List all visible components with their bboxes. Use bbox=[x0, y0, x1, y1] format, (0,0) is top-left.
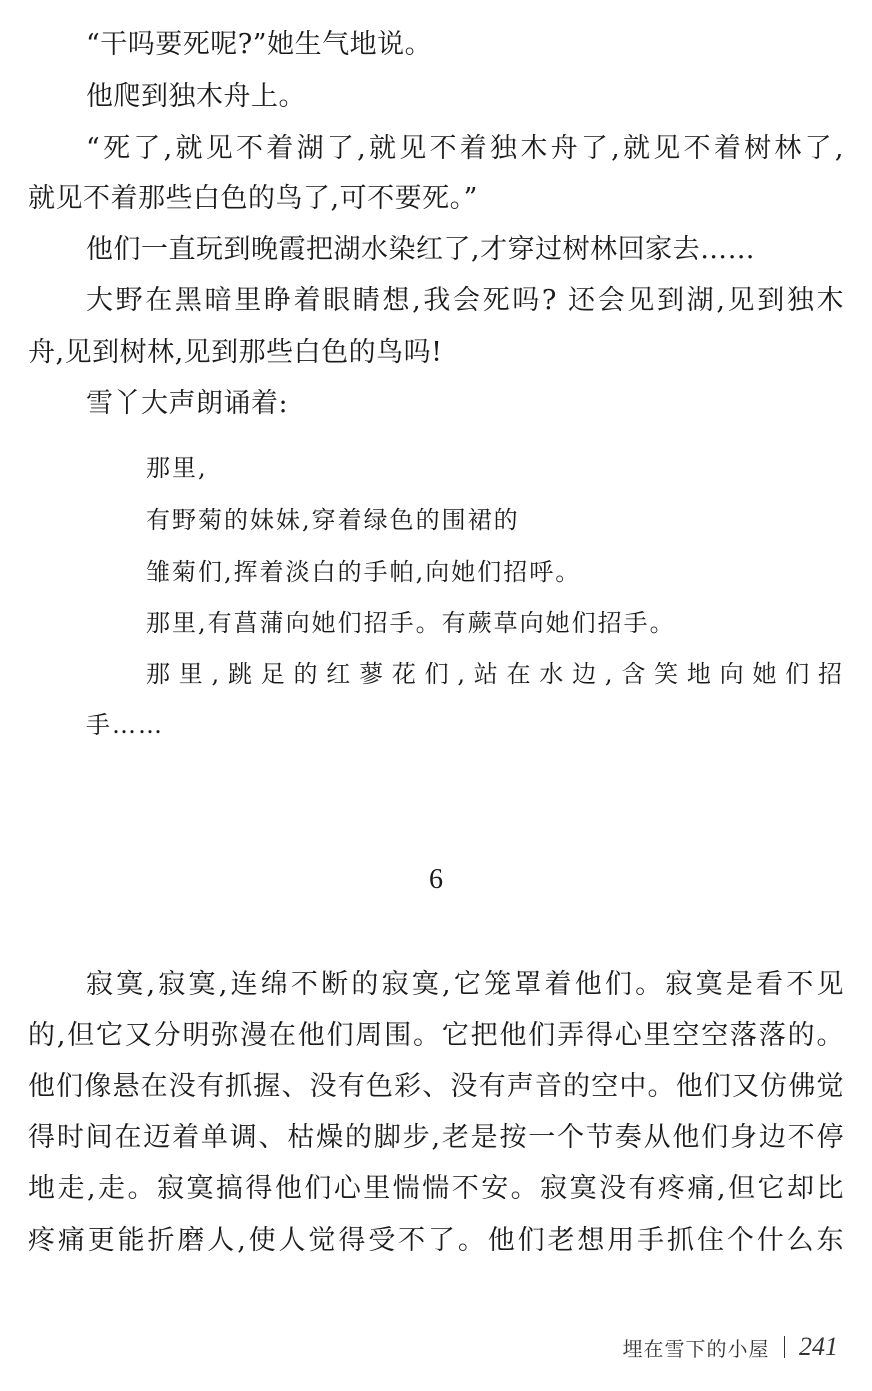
book-title: 埋在雪下的小屋 bbox=[622, 1336, 770, 1361]
text-line: 寂寞,寂寞,连绵不断的寂寞,它笼罩着他们。寂寞是看不见 bbox=[86, 969, 844, 1000]
page-footer bbox=[623, 1332, 839, 1362]
text-line: 地走,走。寂寞搞得他们心里惴惴不安。寂寞没有疼痛,但它却比 bbox=[28, 1173, 844, 1204]
text-line: 他爬到独木舟上。 bbox=[86, 81, 306, 112]
text-line: 的,但它又分明弥漫在他们周围。它把他们弄得心里空空落落的。 bbox=[28, 1020, 844, 1051]
text-line: 大野在黑暗里睁着眼睛想,我会死吗? 还会见到湖,见到独木 bbox=[86, 285, 844, 316]
footer-divider bbox=[784, 1336, 786, 1358]
section-number: 6 bbox=[429, 864, 443, 895]
text-line: “干吗要死呢?”她生气地说。 bbox=[86, 29, 433, 60]
text-line: 疼痛更能折磨人,使人觉得受不了。他们老想用手抓住个什么东 bbox=[28, 1225, 844, 1256]
text-line: 雪丫大声朗诵着: bbox=[86, 388, 289, 419]
page-number: 241 bbox=[799, 1332, 838, 1361]
text-line: 就见不着那些白色的鸟了,可不要死。” bbox=[28, 183, 478, 214]
text-line: “死了,就见不着湖了,就见不着独木舟了,就见不着树林了, bbox=[86, 133, 844, 164]
poem-line: 有野菊的妹妹,穿着绿色的围裙的 bbox=[146, 506, 520, 534]
text-line: 他们一直玩到晚霞把湖水染红了,才穿过树林回家去…… bbox=[86, 234, 756, 265]
text-line: 舟,见到树林,见到那些白色的鸟吗! bbox=[28, 337, 443, 368]
poem-line: 雏菊们,挥着淡白的手帕,向她们招呼。 bbox=[146, 558, 582, 586]
poem-line: 手…… bbox=[86, 711, 164, 739]
poem-line: 那里,有菖蒲向她们招手。有蕨草向她们招手。 bbox=[146, 609, 676, 637]
poem-line: 那里, bbox=[146, 454, 208, 482]
text-line: 得时间在迈着单调、枯燥的脚步,老是按一个节奏从他们身边不停 bbox=[28, 1122, 844, 1153]
text-line: 他们像悬在没有抓握、没有色彩、没有声音的空中。他们又仿佛觉 bbox=[28, 1071, 844, 1102]
poem-line: 那里,跳足的红蓼花们,站在水边,含笑地向她们招 bbox=[146, 660, 844, 688]
